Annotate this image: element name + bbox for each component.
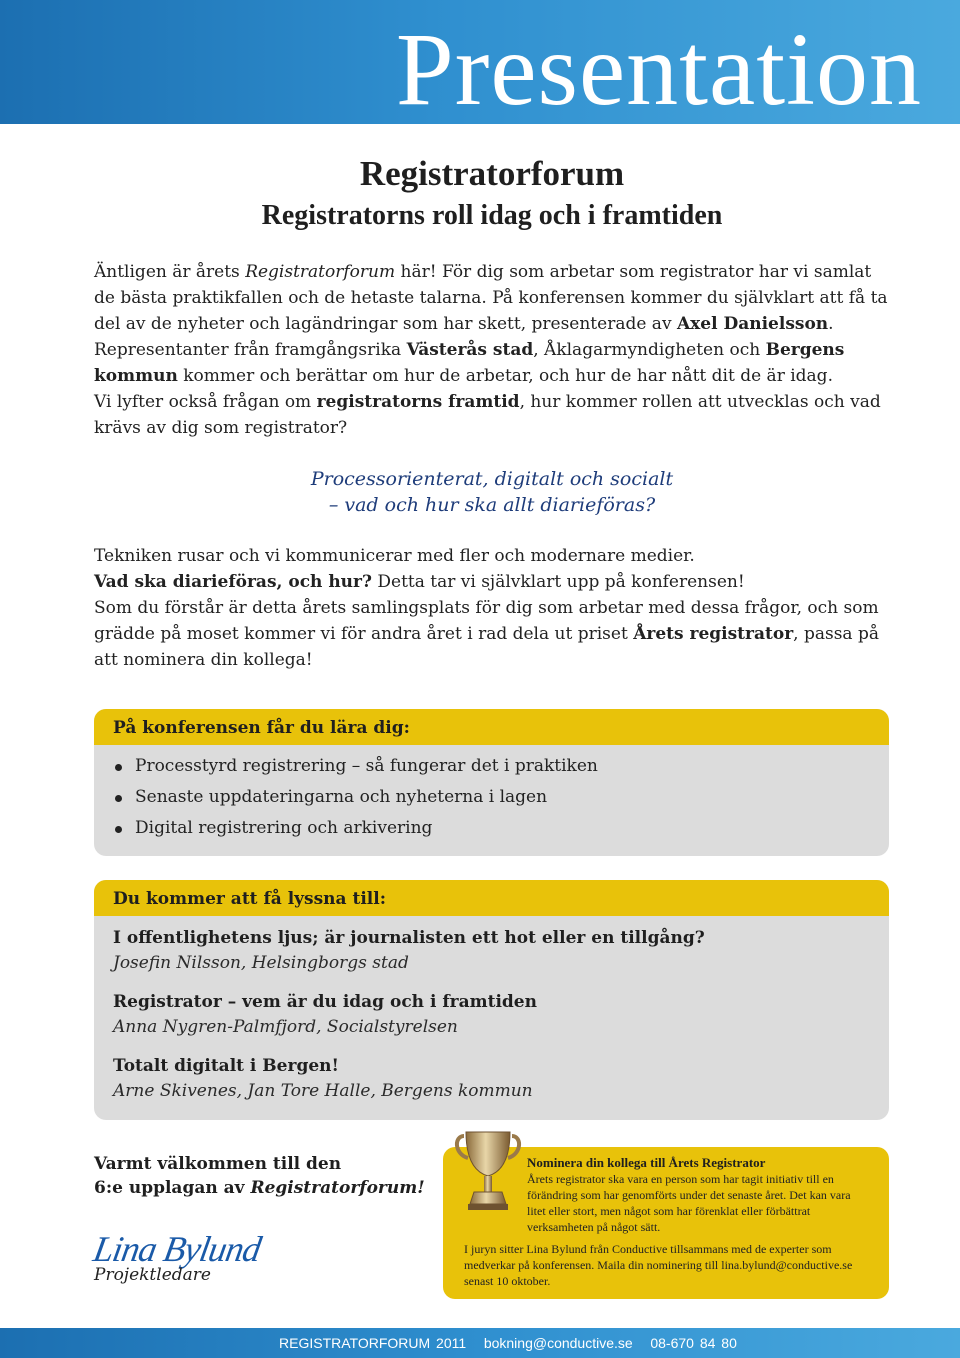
header-banner	[0, 0, 960, 127]
talk-item	[94, 1054, 889, 1104]
learn-list	[94, 745, 889, 844]
list-item: Processtyrd registrering – så fungerar det i praktiken	[113, 751, 889, 782]
footer-contact: REGISTRATORFORUM 2011 bokning@conductive.se 08-670 84 80	[279, 1335, 737, 1351]
body-paragraph: Tekniken rusar och vi kommunicerar med fler och modernare medier. Vad ska diarieföras, och hur? Detta tar vi självklart upp på konferensen! Som du förstår är detta årets samlingsplats för dig som arbetar med dessa frågor, och som grädde på moset kommer vi för andra året i rad dela ut priset Årets registrator, passa på att nominera din kollega!	[94, 546, 879, 670]
talk-list	[94, 916, 889, 1104]
learn-box-title: På konferensen får du lära dig:	[94, 709, 889, 745]
talk-speaker: Arne Skivenes, Jan Tore Halle, Bergens kommun	[113, 1081, 533, 1101]
header-title: Presentation	[395, 12, 922, 127]
listen-box-title: Du kommer att få lyssna till:	[94, 880, 889, 916]
tagline-line-2: – vad och hur ska allt diarieföras?	[328, 494, 656, 516]
talk-title: Totalt digitalt i Bergen!	[113, 1056, 339, 1076]
nomination-body: Årets registrator ska vara en person som har tagit initiativ till en förändring som har genomförts under det senaste året. Det kan vara litet eller stort, men något som har förenklat eller förbättrat verksamheten på något sätt.	[527, 1172, 851, 1234]
page-subtitle: Registratorns roll idag och i framtiden	[261, 200, 723, 231]
page-title: Registratorforum	[359, 154, 625, 193]
talk-speaker: Josefin Nilsson, Helsingborgs stad	[113, 953, 409, 973]
bullet-icon	[115, 795, 122, 802]
signatory-role: Projektledare	[94, 1265, 211, 1285]
nomination-footnote: I juryn sitter Lina Bylund från Conductive tillsammans med de experter som medverkar på konferensen. Maila din nominering till lina.bylund@conductive.se senast 10 oktober.	[464, 1242, 853, 1288]
talk-title: Registrator – vem är du idag och i framtiden	[113, 992, 537, 1012]
nomination-title: Nominera din kollega till Årets Registrator	[527, 1155, 766, 1170]
talk-item	[94, 990, 889, 1040]
trophy-icon	[452, 1128, 524, 1214]
signature: Lina Bylund	[90, 1229, 264, 1269]
learn-box	[94, 709, 889, 856]
tagline-line-1: Processorienterat, digitalt och socialt	[310, 468, 674, 490]
talk-item	[94, 926, 889, 976]
bullet-icon	[115, 826, 122, 833]
list-item: Senaste uppdateringarna och nyheterna i lagen	[113, 782, 889, 813]
intro-paragraph: Äntligen är årets Registratorforum här! För dig som arbetar som registrator har vi samlat de bästa praktikfallen och de hetaste talarna. På konferensen kommer du självklart att få ta del av de nyheter och lagändringar som har skett, presenterade av Axel Danielsson. Representanter från framgångsrika Västerås stad, Åklagarmyndigheten och Bergens kommun kommer och berättar om hur de arbetar, och hur de har nått dit de är idag. Vi lyfter också frågan om registratorns framtid, hur kommer rollen att utvecklas och vad krävs av dig som registrator?	[94, 262, 888, 438]
listen-box	[94, 880, 889, 1120]
welcome-text: Varmt välkommen till den 6:e upplagan av Registratorforum!	[94, 1154, 425, 1198]
list-item: Digital registrering och arkivering	[113, 813, 889, 844]
talk-speaker: Anna Nygren-Palmfjord, Socialstyrelsen	[113, 1017, 458, 1037]
bullet-icon	[115, 764, 122, 771]
tagline	[0, 466, 960, 518]
talk-title: I offentlighetens ljus; är journalisten ett hot eller en tillgång?	[113, 928, 705, 948]
footer-bar	[0, 1328, 960, 1358]
